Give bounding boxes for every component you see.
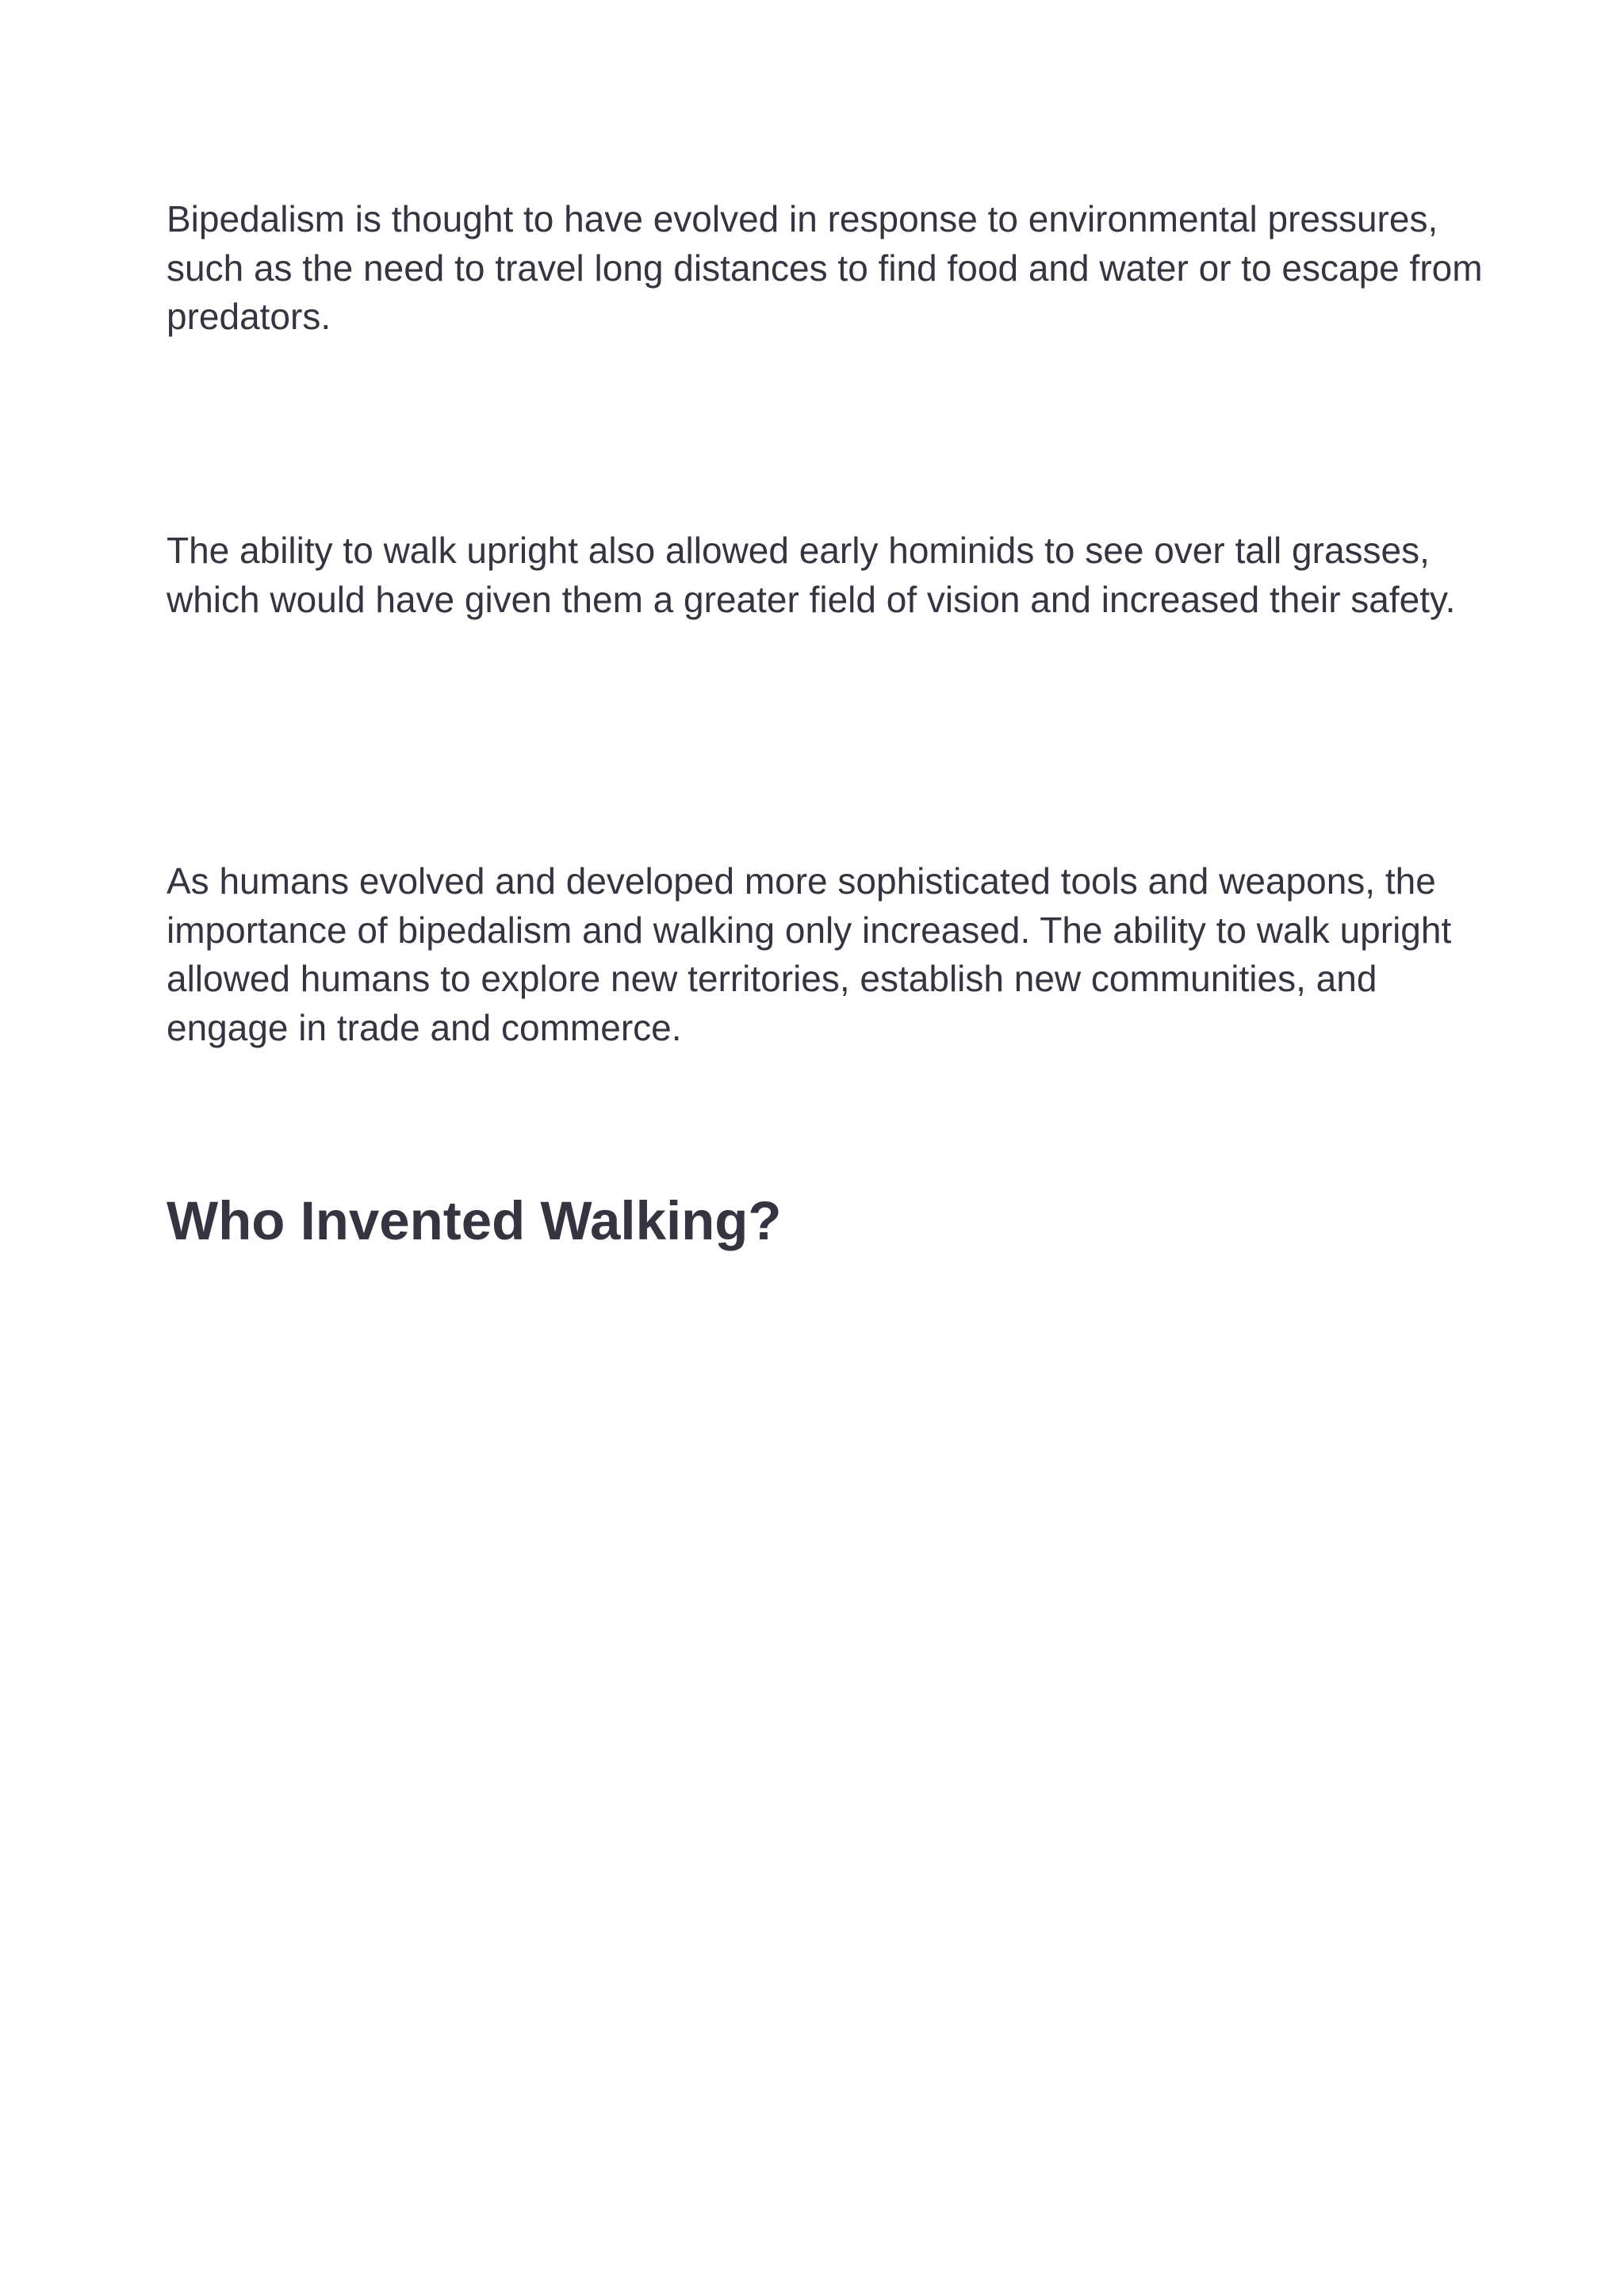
paragraph-upright-vision: The ability to walk upright also allowed early hominids to see over tall grasses, which would have given them a greater field of vision and increased their safety.: [167, 530, 1456, 620]
paragraph-tools-and-territories: As humans evolved and developed more sophisticated tools and weapons, the importance of bipedalism and walking only increased. The ability to walk upright allowed humans to explore new territories, establish new communities, and engage in trade and commerce.: [167, 860, 1452, 1048]
section-heading: Who Invented Walking?: [167, 1190, 782, 1251]
paragraph-bipedalism-evolution: Bipedalism is thought to have evolved in response to environmental pressures, such as the need to travel long distances to find food and water or to escape from predators.: [167, 198, 1483, 337]
